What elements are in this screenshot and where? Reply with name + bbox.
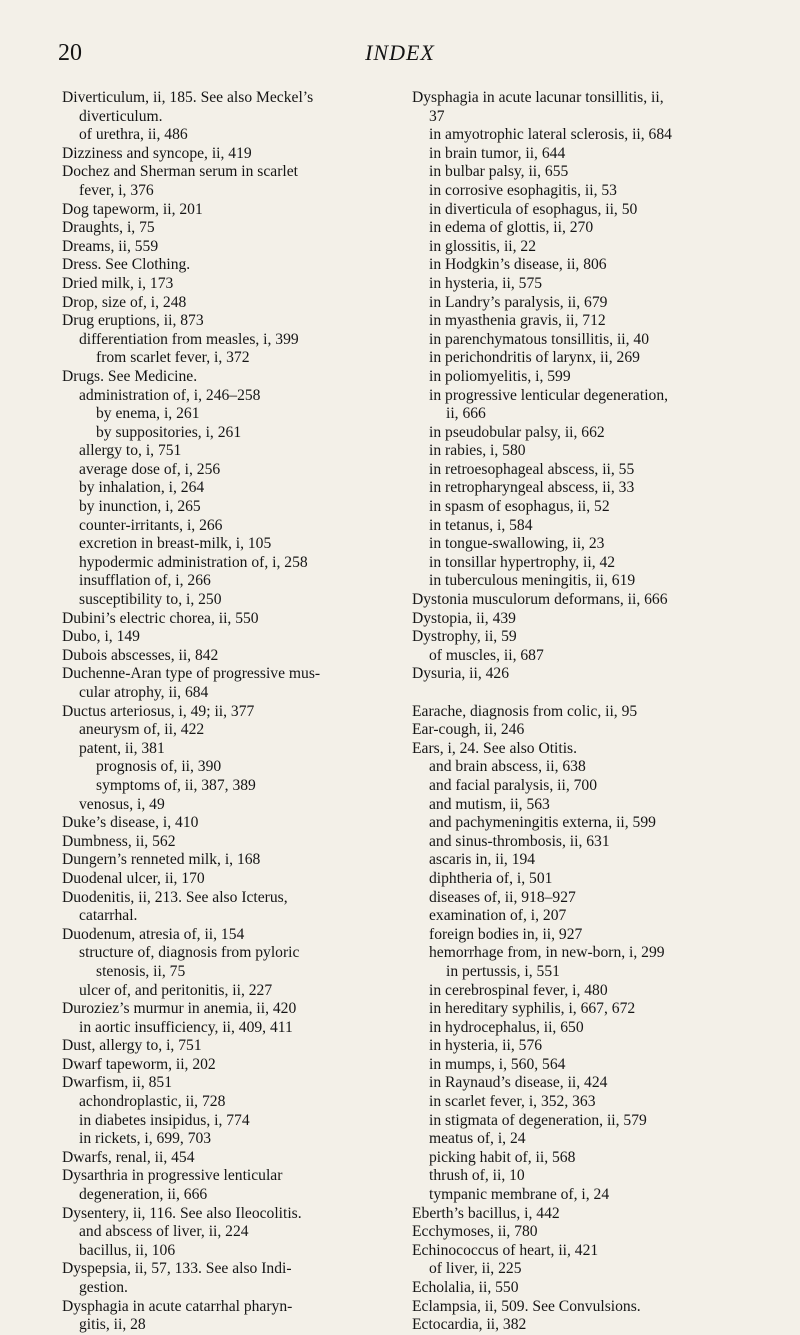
index-subentry: by enema, i, 261 xyxy=(96,405,200,423)
index-subentry: in tonsillar hypertrophy, ii, 42 xyxy=(429,553,616,571)
index-entry: Dust, allergy to, i, 751 xyxy=(62,1037,202,1055)
index-subentry: excretion in breast-milk, i, 105 xyxy=(79,535,272,553)
index-subentry: in diverticula of esophagus, ii, 50 xyxy=(429,200,638,218)
index-entry: Dyspepsia, ii, 57, 133. See also Indi- xyxy=(62,1260,292,1278)
index-entry: Dystonia musculorum deformans, ii, 666 xyxy=(412,591,668,609)
index-subentry: in progressive lenticular degeneration, xyxy=(429,386,669,404)
index-entry: Ear-cough, ii, 246 xyxy=(412,721,525,739)
index-entry: Ears, i, 24. See also Otitis. xyxy=(412,739,578,757)
index-subentry: in diabetes insipidus, i, 774 xyxy=(79,1111,250,1129)
index-subentry: and abscess of liver, ii, 224 xyxy=(79,1223,249,1241)
index-entry: Ectocardia, ii, 382 xyxy=(412,1316,527,1334)
index-subentry: gitis, ii, 28 xyxy=(79,1316,146,1334)
index-subentry: and pachymeningitis externa, ii, 599 xyxy=(429,814,656,832)
index-entry: Dwarfs, renal, ii, 454 xyxy=(62,1148,195,1166)
index-entry: Echinococcus of heart, ii, 421 xyxy=(412,1241,599,1259)
index-subentry: susceptibility to, i, 250 xyxy=(79,591,222,609)
index-subentry: meatus of, i, 24 xyxy=(429,1130,526,1148)
index-entry: Dystrophy, ii, 59 xyxy=(412,628,517,646)
index-subentry: in rickets, i, 699, 703 xyxy=(79,1130,212,1148)
index-subentry: in edema of glottis, ii, 270 xyxy=(429,219,594,237)
index-subentry: and facial paralysis, ii, 700 xyxy=(429,776,598,794)
index-entry: Ecchymoses, ii, 780 xyxy=(412,1223,538,1241)
index-subentry: diverticulum. xyxy=(79,107,163,125)
index-entry: Dysentery, ii, 116. See also Ileocolitis. xyxy=(62,1204,302,1222)
index-entry: Drop, size of, i, 248 xyxy=(62,293,187,311)
page-header xyxy=(0,40,800,76)
index-subentry: achondroplastic, ii, 728 xyxy=(79,1093,226,1111)
section-gap xyxy=(412,684,744,703)
index-subentry: ii, 666 xyxy=(446,405,486,423)
index-subentry: in poliomyelitis, i, 599 xyxy=(429,367,571,385)
index-subentry: patent, ii, 381 xyxy=(79,739,165,757)
index-subentry: 37 xyxy=(429,107,445,125)
index-subentry: picking habit of, ii, 568 xyxy=(429,1148,576,1166)
index-subentry: in brain tumor, ii, 644 xyxy=(429,144,566,162)
index-subentry: symptoms of, ii, 387, 389 xyxy=(96,776,256,794)
index-subentry: hypodermic administration of, i, 258 xyxy=(79,553,308,571)
index-subentry: and mutism, ii, 563 xyxy=(429,795,550,813)
index-subentry: in Raynaud’s disease, ii, 424 xyxy=(429,1074,608,1092)
index-entry: Dwarfism, ii, 851 xyxy=(62,1074,173,1092)
index-subentry: in mumps, i, 560, 564 xyxy=(429,1055,566,1073)
index-subentry: average dose of, i, 256 xyxy=(79,460,221,478)
index-entry: Dubois abscesses, ii, 842 xyxy=(62,646,219,664)
index-subentry: in parenchymatous tonsillitis, ii, 40 xyxy=(429,330,650,348)
index-subentry: counter-irritants, i, 266 xyxy=(79,516,223,534)
index-subentry: aneurysm of, ii, 422 xyxy=(79,721,205,739)
index-entry: Ductus arteriosus, i, 49; ii, 377 xyxy=(62,702,255,720)
index-subentry: degeneration, ii, 666 xyxy=(79,1186,208,1204)
index-subentry: diphtheria of, i, 501 xyxy=(429,869,553,887)
index-subentry: insufflation of, i, 266 xyxy=(79,572,211,590)
index-subentry: thrush of, ii, 10 xyxy=(429,1167,525,1185)
index-subentry: in cerebrospinal fever, i, 480 xyxy=(429,981,608,999)
index-subentry: and sinus-thrombosis, ii, 631 xyxy=(429,832,610,850)
index-entry: Dysphagia in acute lacunar tonsillitis, ii, xyxy=(412,89,664,106)
index-entry: Dysarthria in progressive lenticular xyxy=(62,1167,283,1185)
index-subentry: in pseudobular palsy, ii, 662 xyxy=(429,423,605,441)
index-subentry: gestion. xyxy=(79,1279,128,1296)
index-entry: Dried milk, i, 173 xyxy=(62,274,174,292)
index-subentry: diseases of, ii, 918–927 xyxy=(429,888,576,906)
index-subentry: in hysteria, ii, 576 xyxy=(429,1037,543,1055)
index-subentry: and brain abscess, ii, 638 xyxy=(429,758,586,776)
index-subentry: of muscles, ii, 687 xyxy=(429,646,544,664)
index-entry: Dog tapeworm, ii, 201 xyxy=(62,200,203,218)
index-entry: Duodenal ulcer, ii, 170 xyxy=(62,869,205,887)
index-subentry: in amyotrophic lateral sclerosis, ii, 684 xyxy=(429,126,672,144)
index-entry: Dysphagia in acute catarrhal pharyn- xyxy=(62,1297,293,1315)
index-subentry: in perichondritis of larynx, ii, 269 xyxy=(429,349,640,367)
index-subentry: in tetanus, i, 584 xyxy=(429,516,533,534)
index-entry: Drug eruptions, ii, 873 xyxy=(62,312,204,330)
index-entry: Drugs. See Medicine. xyxy=(62,367,198,385)
page-number: 20 xyxy=(58,40,82,66)
index-subentry: by inhalation, i, 264 xyxy=(79,479,205,497)
index-subentry: from scarlet fever, i, 372 xyxy=(96,349,250,367)
index-entry: Dress. See Clothing. xyxy=(62,256,191,274)
index-entry: Dwarf tapeworm, ii, 202 xyxy=(62,1055,216,1073)
index-entry: Diverticulum, ii, 185. See also Meckel’s xyxy=(62,89,314,106)
index-entry: Duodenitis, ii, 213. See also Icterus, xyxy=(62,888,288,906)
index-entry: Draughts, i, 75 xyxy=(62,219,155,237)
running-head: INDEX xyxy=(365,40,435,65)
index-entry: Dumbness, ii, 562 xyxy=(62,832,176,850)
index-entry: Dizziness and syncope, ii, 419 xyxy=(62,144,252,162)
index-subentry: differentiation from measles, i, 399 xyxy=(79,330,299,348)
index-subentry: hemorrhage from, in new-born, i, 299 xyxy=(429,944,665,962)
index-subentry: in hereditary syphilis, i, 667, 672 xyxy=(429,1000,636,1018)
index-subentry: by inunction, i, 265 xyxy=(79,498,201,516)
index-subentry: ulcer of, and peritonitis, ii, 227 xyxy=(79,981,273,999)
index-subentry: in glossitis, ii, 22 xyxy=(429,237,537,255)
index-subentry: by suppositories, i, 261 xyxy=(96,423,242,441)
index-subentry: in aortic insufficiency, ii, 409, 411 xyxy=(79,1018,293,1036)
index-entry: Duchenne-Aran type of progressive mus- xyxy=(62,665,321,683)
index-subentry: ascaris in, ii, 194 xyxy=(429,851,536,869)
index-subentry: in hysteria, ii, 575 xyxy=(429,274,543,292)
index-column-right xyxy=(412,89,744,1335)
index-subentry: in tongue-swallowing, ii, 23 xyxy=(429,535,605,553)
index-subentry: administration of, i, 246–258 xyxy=(79,386,261,404)
index-subentry: prognosis of, ii, 390 xyxy=(96,758,222,776)
index-entry: Dreams, ii, 559 xyxy=(62,237,159,255)
index-entry: Dysuria, ii, 426 xyxy=(412,665,510,683)
index-entry: Dubo, i, 149 xyxy=(62,628,140,646)
index-subentry: in hydrocephalus, ii, 650 xyxy=(429,1018,584,1036)
index-subentry: in pertussis, i, 551 xyxy=(446,962,560,980)
index-subentry: of urethra, ii, 486 xyxy=(79,126,188,144)
index-subentry: examination of, i, 207 xyxy=(429,907,567,925)
index-subentry: fever, i, 376 xyxy=(79,181,154,199)
index-subentry: in retropharyngeal abscess, ii, 33 xyxy=(429,479,635,497)
index-subentry: catarrhal. xyxy=(79,907,138,925)
index-subentry: of liver, ii, 225 xyxy=(429,1260,522,1278)
index-entry: Duke’s disease, i, 410 xyxy=(62,814,199,832)
index-subentry: in rabies, i, 580 xyxy=(429,442,526,460)
index-entry: Dubini’s electric chorea, ii, 550 xyxy=(62,609,259,627)
index-subentry: stenosis, ii, 75 xyxy=(96,962,186,980)
index-subentry: in tuberculous meningitis, ii, 619 xyxy=(429,572,636,590)
index-subentry: in retroesophageal abscess, ii, 55 xyxy=(429,460,635,478)
index-entry: Eberth’s bacillus, i, 442 xyxy=(412,1204,560,1222)
index-entry: Dungern’s renneted milk, i, 168 xyxy=(62,851,261,869)
index-entry: Dochez and Sherman serum in scarlet xyxy=(62,163,298,181)
index-subentry: in scarlet fever, i, 352, 363 xyxy=(429,1093,596,1111)
index-entry: Dystopia, ii, 439 xyxy=(412,609,516,627)
index-subentry: in myasthenia gravis, ii, 712 xyxy=(429,312,606,330)
index-subentry: in bulbar palsy, ii, 655 xyxy=(429,163,569,181)
index-entry: Earache, diagnosis from colic, ii, 95 xyxy=(412,702,638,720)
index-subentry: structure of, diagnosis from pyloric xyxy=(79,944,300,962)
index-entry: Eclampsia, ii, 509. See Convulsions. xyxy=(412,1297,641,1315)
index-subentry: cular atrophy, ii, 684 xyxy=(79,684,209,701)
index-subentry: in corrosive esophagitis, ii, 53 xyxy=(429,181,617,199)
index-subentry: foreign bodies in, ii, 927 xyxy=(429,925,583,943)
index-entry: Echolalia, ii, 550 xyxy=(412,1279,519,1296)
index-subentry: in Hodgkin’s disease, ii, 806 xyxy=(429,256,607,274)
index-subentry: in spasm of esophagus, ii, 52 xyxy=(429,498,610,516)
index-subentry: bacillus, ii, 106 xyxy=(79,1241,176,1259)
index-subentry: in Landry’s paralysis, ii, 679 xyxy=(429,293,608,311)
index-subentry: allergy to, i, 751 xyxy=(79,442,182,460)
index-column-left xyxy=(62,89,392,1335)
index-entry: Duodenum, atresia of, ii, 154 xyxy=(62,925,245,943)
index-entry: Duroziez’s murmur in anemia, ii, 420 xyxy=(62,1000,297,1018)
index-subentry: in stigmata of degeneration, ii, 579 xyxy=(429,1111,647,1129)
index-subentry: venosus, i, 49 xyxy=(79,795,165,813)
index-subentry: tympanic membrane of, i, 24 xyxy=(429,1186,610,1204)
